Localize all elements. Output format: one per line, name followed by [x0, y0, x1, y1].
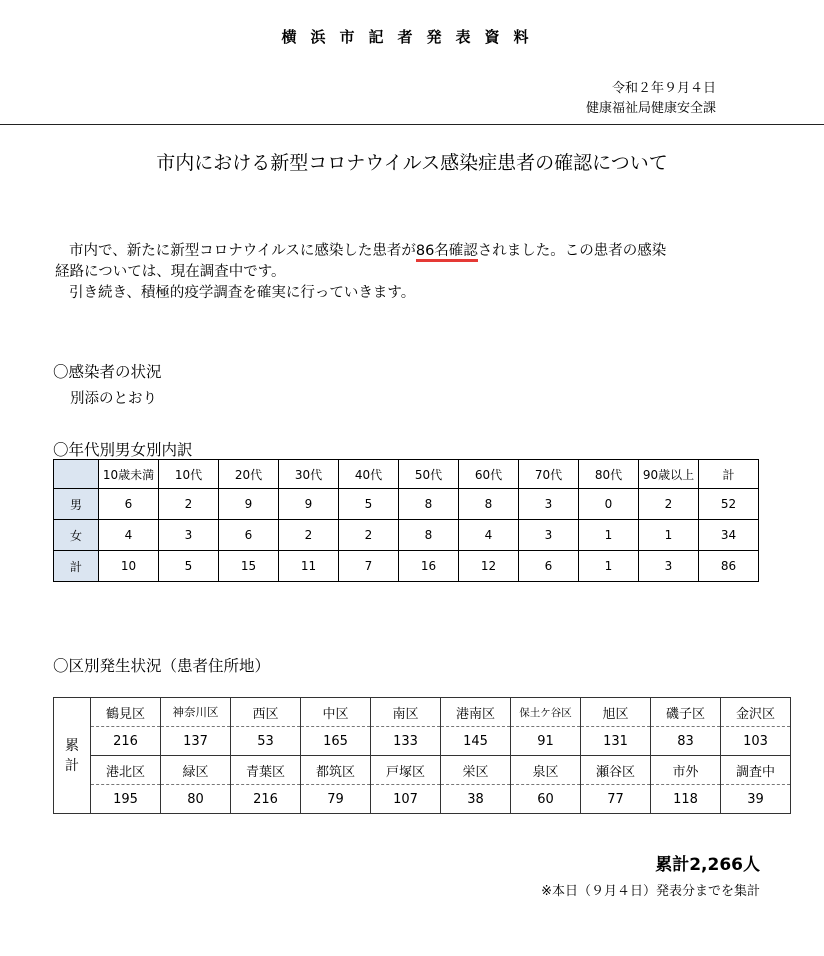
page-title: 市内における新型コロナウイルス感染症患者の確認について [156, 152, 668, 174]
ward-values-row-1 [54, 727, 791, 756]
ward-table-heading: 〇区別発生状況（患者住所地） [53, 657, 271, 675]
col-header: 60代 [459, 460, 519, 489]
section-infected-note: 別添のとおり [70, 391, 157, 407]
ward-count: 195 [91, 785, 161, 814]
ward-name: 南区 [371, 698, 441, 727]
ward-name: 青葉区 [231, 756, 301, 785]
p1-text-a: 市内で、新たに新型コロナウイルスに感染した患者が [69, 243, 416, 259]
ward-count: 165 [301, 727, 371, 756]
ward-name: 磯子区 [651, 698, 721, 727]
ward-name: 神奈川区 [161, 698, 231, 727]
table-cell: 15 [219, 551, 279, 582]
ward-count: 216 [91, 727, 161, 756]
table-cell: 3 [639, 551, 699, 582]
age-gender-table [53, 459, 759, 582]
date-block [586, 79, 716, 119]
table-cell: 7 [339, 551, 399, 582]
ward-count: 91 [511, 727, 581, 756]
department: 健康福祉局健康安全課 [585, 101, 716, 116]
table-cell: 2 [639, 489, 699, 520]
table-cell: 10 [99, 551, 159, 582]
table-cell: 34 [699, 520, 759, 551]
ward-count: 118 [651, 785, 721, 814]
table-cell: 5 [159, 551, 219, 582]
col-header: 計 [699, 460, 759, 489]
footnote: ※本日（９月４日）発表分までを集計 [541, 884, 760, 899]
col-header: 90歳以上 [639, 460, 699, 489]
ward-name: 鶴見区 [91, 698, 161, 727]
ward-name: 西区 [231, 698, 301, 727]
corner-cell [54, 460, 99, 489]
table-cell: 3 [519, 489, 579, 520]
ward-count: 80 [161, 785, 231, 814]
table-cell: 8 [459, 489, 519, 520]
ward-name: 戸塚区 [371, 756, 441, 785]
table-cell: 9 [219, 489, 279, 520]
table-cell: 12 [459, 551, 519, 582]
row-label-total: 計 [54, 551, 99, 582]
ward-count: 60 [511, 785, 581, 814]
row-label-male: 男 [54, 489, 99, 520]
cumulative-total: 累計2,266人 [655, 855, 760, 875]
ward-name: 金沢区 [721, 698, 791, 727]
table-cell: 4 [99, 520, 159, 551]
body-text [55, 241, 735, 304]
section-infected-heading: 〇感染者の状況 [53, 363, 162, 381]
ward-name: 中区 [301, 698, 371, 727]
cumulative-label: 累 計 [54, 698, 91, 814]
col-header: 10代 [159, 460, 219, 489]
ward-count: 216 [231, 785, 301, 814]
ward-name: 保土ケ谷区 [511, 698, 581, 727]
table-cell: 0 [579, 489, 639, 520]
ward-name: 港北区 [91, 756, 161, 785]
table-cell: 4 [459, 520, 519, 551]
ward-name: 泉区 [511, 756, 581, 785]
ward-name: 瀬谷区 [581, 756, 651, 785]
col-header: 10歳未満 [99, 460, 159, 489]
row-label-female: 女 [54, 520, 99, 551]
ward-name: 調査中 [721, 756, 791, 785]
table-cell: 3 [159, 520, 219, 551]
ward-name: 市外 [651, 756, 721, 785]
table-cell: 1 [639, 520, 699, 551]
table-cell: 2 [339, 520, 399, 551]
col-header: 40代 [339, 460, 399, 489]
ward-name: 都筑区 [301, 756, 371, 785]
table-cell: 8 [399, 489, 459, 520]
table-cell: 86 [699, 551, 759, 582]
table-row [54, 520, 759, 551]
ward-names-row-2 [54, 756, 791, 785]
paragraph-2: 引き続き、積極的疫学調査を確実に行っていきます。 [69, 285, 416, 301]
ward-count: 103 [721, 727, 791, 756]
table-cell: 11 [279, 551, 339, 582]
table-cell: 3 [519, 520, 579, 551]
ward-count: 77 [581, 785, 651, 814]
table-cell: 6 [99, 489, 159, 520]
table-cell: 2 [279, 520, 339, 551]
release-date: 令和２年９月４日 [611, 81, 716, 96]
paragraph-1 [55, 241, 735, 262]
table-cell: 6 [519, 551, 579, 582]
table-cell: 5 [339, 489, 399, 520]
ward-count: 53 [231, 727, 301, 756]
age-header-row [54, 460, 759, 489]
table-row [54, 489, 759, 520]
ward-count: 39 [721, 785, 791, 814]
ward-count: 107 [371, 785, 441, 814]
table-cell: 9 [279, 489, 339, 520]
ward-name: 緑区 [161, 756, 231, 785]
header-divider [0, 124, 824, 125]
col-header: 20代 [219, 460, 279, 489]
col-header: 80代 [579, 460, 639, 489]
ward-count: 38 [441, 785, 511, 814]
col-header: 70代 [519, 460, 579, 489]
col-header: 50代 [399, 460, 459, 489]
age-table-heading: 〇年代別男女別内訳 [53, 441, 193, 459]
ward-name: 栄区 [441, 756, 511, 785]
table-cell: 6 [219, 520, 279, 551]
ward-count: 79 [301, 785, 371, 814]
ward-values-row-2 [54, 785, 791, 814]
table-cell: 52 [699, 489, 759, 520]
ward-count: 131 [581, 727, 651, 756]
highlight-count: 86名確認 [416, 243, 478, 262]
table-cell: 2 [159, 489, 219, 520]
header-title: 横浜市記者発表資料 [281, 28, 543, 46]
table-cell: 8 [399, 520, 459, 551]
ward-name: 旭区 [581, 698, 651, 727]
table-cell: 1 [579, 520, 639, 551]
col-header: 30代 [279, 460, 339, 489]
ward-count: 137 [161, 727, 231, 756]
paragraph-1-cont: 経路については、現在調査中です。 [55, 264, 286, 280]
table-row [54, 551, 759, 582]
table-cell: 1 [579, 551, 639, 582]
ward-names-row-1 [54, 698, 791, 727]
ward-count: 145 [441, 727, 511, 756]
ward-table [53, 697, 791, 814]
ward-count: 83 [651, 727, 721, 756]
ward-count: 133 [371, 727, 441, 756]
ward-name: 港南区 [441, 698, 511, 727]
p1-text-b: されました。この患者の感染 [477, 243, 667, 259]
table-cell: 16 [399, 551, 459, 582]
